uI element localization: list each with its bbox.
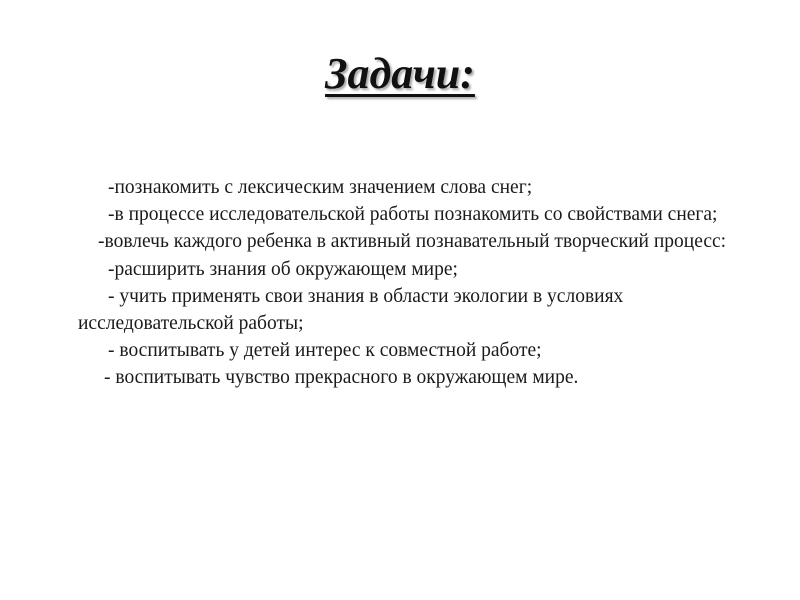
task-item: - воспитывать чувство прекрасного в окружающем мире.	[104, 367, 579, 389]
task-item: -расширить знания об окружающем мире;	[108, 258, 458, 280]
task-list	[78, 174, 738, 392]
task-item: - учить применять свои знания в области экологии в условиях исследовательской работы;	[78, 285, 624, 335]
task-item: -в процессе исследовательской работы познакомить со свойствами снега;	[108, 204, 718, 226]
task-item: -вовлечь каждого ребенка в активный познавательный творческий процесс:	[98, 231, 727, 253]
task-item: -познакомить с лексическим значением слова снег;	[108, 177, 533, 198]
task-item: - воспитывать у детей интерес к совместной работе;	[108, 340, 542, 362]
slide-title: Задачи:	[325, 49, 475, 98]
